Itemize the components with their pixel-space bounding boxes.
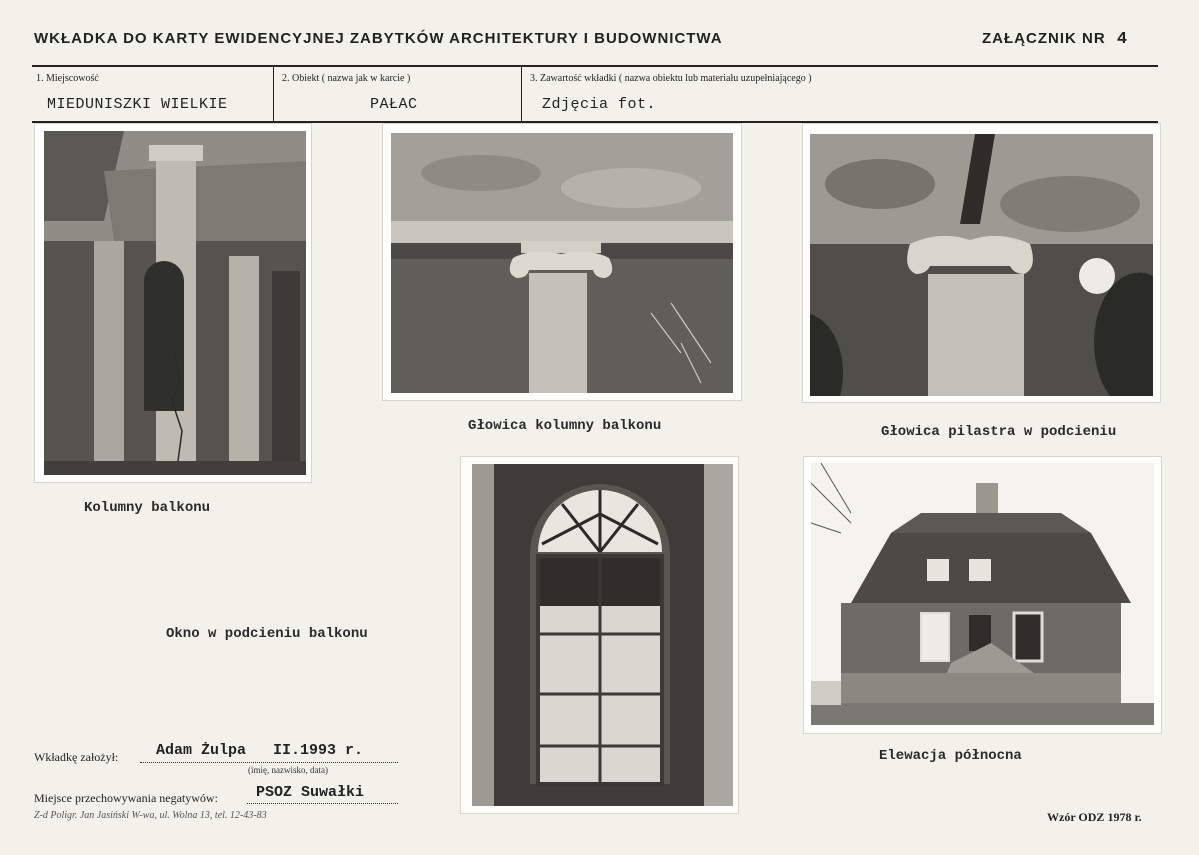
storage-value: PSOZ Suwałki [256,784,365,801]
header-rule-top [32,65,1158,67]
arcade-window-image [472,464,733,806]
founder-value: Adam Żulpa II.1993 r. [156,742,364,759]
field-label-contents: 3. Zawartość wkładki ( nazwa obiektu lub materiału uzupełniającego ) [530,73,812,84]
pilaster-capital-image [810,134,1153,396]
north-elevation-image [811,463,1154,725]
annex-number: 4 [1116,30,1129,49]
field-divider-2 [521,66,522,122]
photo-pilaster-capital [803,124,1160,402]
header-rule-bottom [32,121,1158,123]
column-capital-image [391,133,733,393]
founder-label: Wkładkę założył: [34,750,119,764]
caption-pilaster-capital: Głowica pilastra w podcieniu [881,424,1117,440]
founder-hint: (imię, nazwisko, data) [248,765,328,775]
storage-dotline [247,803,398,804]
storage-label: Miejsce przechowywania negatywów: [34,791,218,805]
photo-column-capital [383,124,741,400]
caption-balcony-columns: Kolumny balkonu [84,500,211,516]
photo-balcony-columns [35,124,311,482]
founder-dotline [140,762,398,763]
caption-column-capital: Głowica kolumny balkonu [468,418,662,434]
form-title: WKŁADKA DO KARTY EWIDENCYJNEJ ZABYTKÓW ARCHITEKTURY I BUDOWNICTWA [34,30,723,47]
field-value-contents: Zdjęcia fot. [542,96,657,113]
caption-north-elevation: Elewacja północna [879,748,1022,764]
field-value-locality: MIEDUNISZKI WIELKIE [47,96,228,113]
photo-arcade-window [461,457,738,813]
printer-imprint: Z-d Poligr. Jan Jasiński W-wa, ul. Wolna 13, tel. 12-43-83 [34,810,267,821]
field-label-object: 2. Obiekt ( nazwa jak w karcie ) [282,73,411,84]
field-label-locality: 1. Miejscowość [36,73,99,84]
form-pattern: Wzór ODZ 1978 r. [1047,810,1142,824]
annex-label [982,30,1128,49]
field-divider-1 [273,66,274,122]
annex-label-text: ZAŁĄCZNIK NR [982,30,1106,47]
caption-arcade-window: Okno w podcieniu balkonu [166,626,368,642]
balcony-columns-image [44,131,306,475]
field-value-object: PAŁAC [370,96,418,113]
photo-north-elevation [804,457,1161,733]
